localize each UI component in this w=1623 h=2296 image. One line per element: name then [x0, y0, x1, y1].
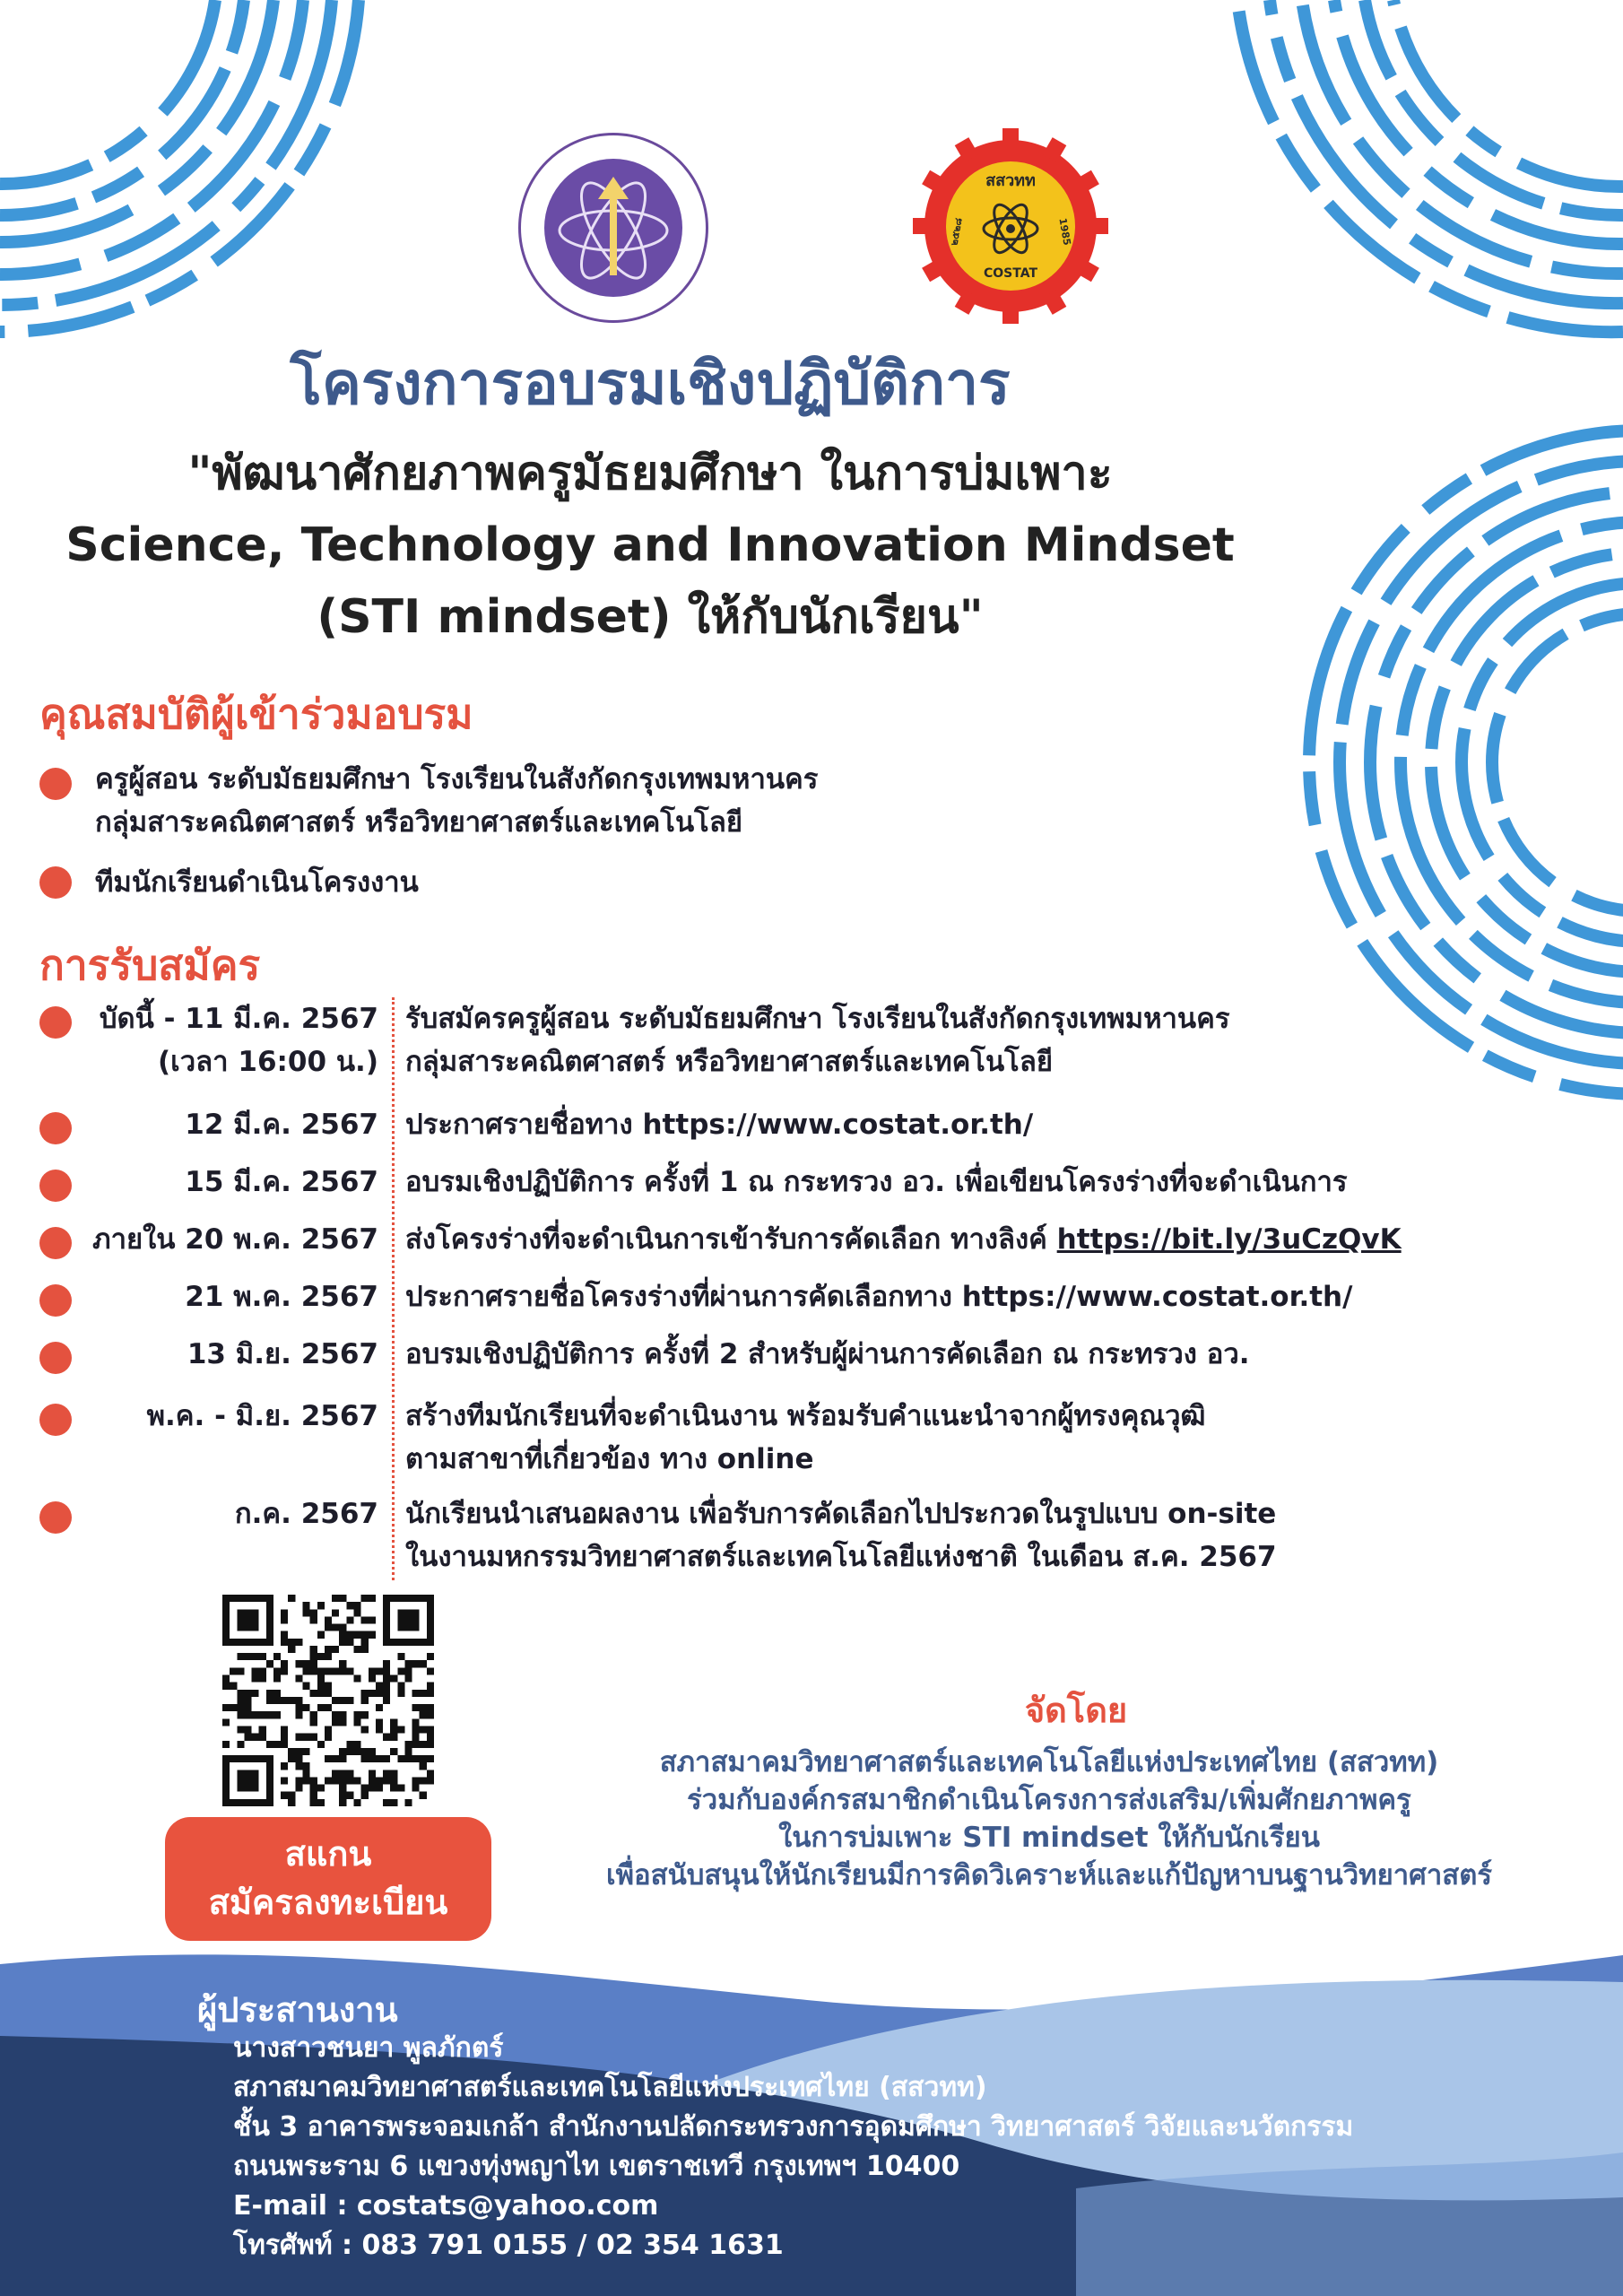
organizer-line: เพื่อสนับสนุนให้นักเรียนมีการคิดวิเคราะห์และแก้ปัญหาบนฐานวิทยาศาสตร์: [606, 1859, 1492, 1892]
organizer-line: ร่วมกับองค์กรสมาชิกดำเนินโครงการส่งเสริม/เพิ่มศักยภาพครู: [687, 1784, 1411, 1816]
scan-register-button[interactable]: [165, 1817, 491, 1941]
desc-line: ตามสาขาที่เกี่ยวข้อง ทาง online: [405, 1443, 814, 1475]
coordinator-address: ชั้น 3 อาคารพระจอมเกล้า สำนักงานปลัดกระทรวงการอุดมศึกษา วิทยาศาสตร์ วิจัยและนวัตกรรม: [233, 2111, 1354, 2143]
bullet-dot: [39, 1170, 72, 1202]
timeline-date: ก.ค. 2567: [234, 1498, 378, 1530]
timeline-description: อบรมเชิงปฏิบัติการ ครั้งที่ 2 สำหรับผู้ผ่านการคัดเลือก ณ กระทรวง อว.: [405, 1338, 1250, 1370]
bullet-dot: [39, 768, 72, 800]
desc-line: สร้างทีมนักเรียนที่จะดำเนินงาน พร้อมรับคำแนะนำจากผู้ทรงคุณวุฒิ: [405, 1400, 1206, 1432]
desc-text: ส่งโครงร่างที่จะดำเนินการเข้ารับการคัดเลือก ทางลิงค์: [405, 1223, 1057, 1256]
project-subtitle: [0, 438, 1300, 653]
costat-english-label: COSTAT: [983, 266, 1038, 281]
timeline-description: [405, 997, 1571, 1083]
qualifications-heading: คุณสมบัติผู้เข้าร่วมอบรม: [39, 690, 473, 738]
decorative-arcs-top-right: [1202, 0, 1623, 341]
subtitle-line-1: "พัฒนาศักยภาพครูมัธยมศึกษา ในการบ่มเพาะ: [187, 447, 1113, 500]
atom-trident-icon: [544, 159, 682, 297]
timeline-description: อบรมเชิงปฏิบัติการ ครั้งที่ 1 ณ กระทรวง อว. เพื่อเขียนโครงร่างที่จะดำเนินการ: [405, 1166, 1348, 1198]
bullet-dot: [39, 1501, 72, 1534]
date-line: (เวลา 16:00 น.): [158, 1046, 378, 1078]
subtitle-line-2: Science, Technology and Innovation Mindset: [65, 518, 1235, 572]
bullet-dot: [39, 1227, 72, 1259]
subtitle-line-3: (STI mindset) ให้กับนักเรียน": [317, 590, 984, 644]
timeline-description: ประกาศรายชื่อทาง https://www.costat.or.th/: [405, 1109, 1034, 1141]
coordinator-heading: ผู้ประสานงาน: [197, 1990, 398, 2030]
costat-thai-label: สสวทท: [985, 171, 1036, 190]
desc-line: ในงานมหกรรมวิทยาศาสตร์และเทคโนโลยีแห่งชาติ ในเดือน ส.ค. 2567: [405, 1541, 1277, 1573]
bullet-dot: [39, 1006, 72, 1039]
registration-qr-code[interactable]: [222, 1595, 434, 1806]
desc-line: นักเรียนนำเสนอผลงาน เพื่อรับการคัดเลือกไปประกวดในรูปแบบ on-site: [405, 1498, 1277, 1530]
timeline-description: [405, 1395, 1571, 1481]
bullet-dot: [39, 1284, 72, 1317]
coordinator-name: นางสาวชนยา พูลภักตร์: [233, 2032, 504, 2064]
qualification-line: กลุ่มสาระคณิตศาสตร์ หรือวิทยาศาสตร์และเทคโนโลยี: [95, 806, 742, 839]
desc-line: กลุ่มสาระคณิตศาสตร์ หรือวิทยาศาสตร์และเทคโนโลยี: [405, 1046, 1053, 1078]
timeline-date: 13 มิ.ย. 2567: [187, 1338, 378, 1370]
timeline-date: ภายใน 20 พ.ค. 2567: [92, 1223, 378, 1256]
timeline-date: [72, 997, 378, 1083]
costat-year-thai: ๒๕๒๘: [948, 216, 965, 247]
qualification-item-1: [95, 758, 818, 844]
qualification-line: ครูผู้สอน ระดับมัธยมศึกษา โรงเรียนในสังกัดกรุงเทพมหานคร: [95, 763, 819, 796]
bullet-dot: [39, 1342, 72, 1374]
ministry-logo: [518, 133, 708, 323]
timeline-divider: [392, 997, 395, 1580]
qualification-item-2: ทีมนักเรียนดำเนินโครงงาน: [95, 866, 419, 899]
timeline-description: [405, 1492, 1571, 1578]
project-title: โครงการอบรมเชิงปฏิบัติการ: [290, 349, 1011, 418]
scan-button-line: สมัครลงทะเบียน: [208, 1883, 448, 1922]
date-line: บัดนี้ - 11 มี.ค. 2567: [99, 1003, 378, 1035]
bullet-dot: [39, 866, 72, 899]
decorative-arcs-top-left: [0, 0, 395, 359]
costat-logo: [913, 128, 1108, 324]
timeline-description: [405, 1218, 1571, 1261]
scan-button-line: สแกน: [284, 1834, 372, 1874]
bullet-dot: [39, 1404, 72, 1436]
organizer-line: ในการบ่มเพาะ STI mindset ให้กับนักเรียน: [778, 1822, 1320, 1854]
coordinator-phone: โทรศัพท์ : 083 791 0155 / 02 354 1631: [233, 2230, 784, 2261]
bullet-dot: [39, 1112, 72, 1144]
timeline-date: พ.ค. - มิ.ย. 2567: [146, 1400, 378, 1432]
submission-link[interactable]: https://bit.ly/3uCzQvK: [1056, 1223, 1402, 1256]
timeline-date: 15 มี.ค. 2567: [185, 1166, 378, 1198]
costat-year: 1985: [1056, 217, 1073, 247]
organizer-heading: จัดโดย: [1024, 1691, 1128, 1730]
organizer-line: สภาสมาคมวิทยาศาสตร์และเทคโนโลยีแห่งประเทศไทย (สสวทท): [659, 1746, 1439, 1779]
coordinator-organization: สภาสมาคมวิทยาศาสตร์และเทคโนโลยีแห่งประเทศไทย (สสวทท): [233, 2072, 987, 2103]
timeline-description: ประกาศรายชื่อโครงร่างที่ผ่านการคัดเลือกทาง https://www.costat.or.th/: [405, 1281, 1353, 1313]
timeline-date: 21 พ.ค. 2567: [185, 1281, 378, 1313]
timeline-date: 12 มี.ค. 2567: [185, 1109, 378, 1141]
registration-heading: การรับสมัคร: [39, 941, 261, 989]
coordinator-email[interactable]: E-mail : costats@yahoo.com: [233, 2190, 659, 2222]
coordinator-address: ถนนพระราม 6 แขวงทุ่งพญาไท เขตราชเทวี กรุงเทพฯ 10400: [233, 2151, 960, 2182]
organizer-description: [529, 1744, 1569, 1894]
desc-line: รับสมัครครูผู้สอน ระดับมัธยมศึกษา โรงเรียนในสังกัดกรุงเทพมหานคร: [405, 1003, 1230, 1035]
ministry-emblem: [544, 159, 682, 297]
